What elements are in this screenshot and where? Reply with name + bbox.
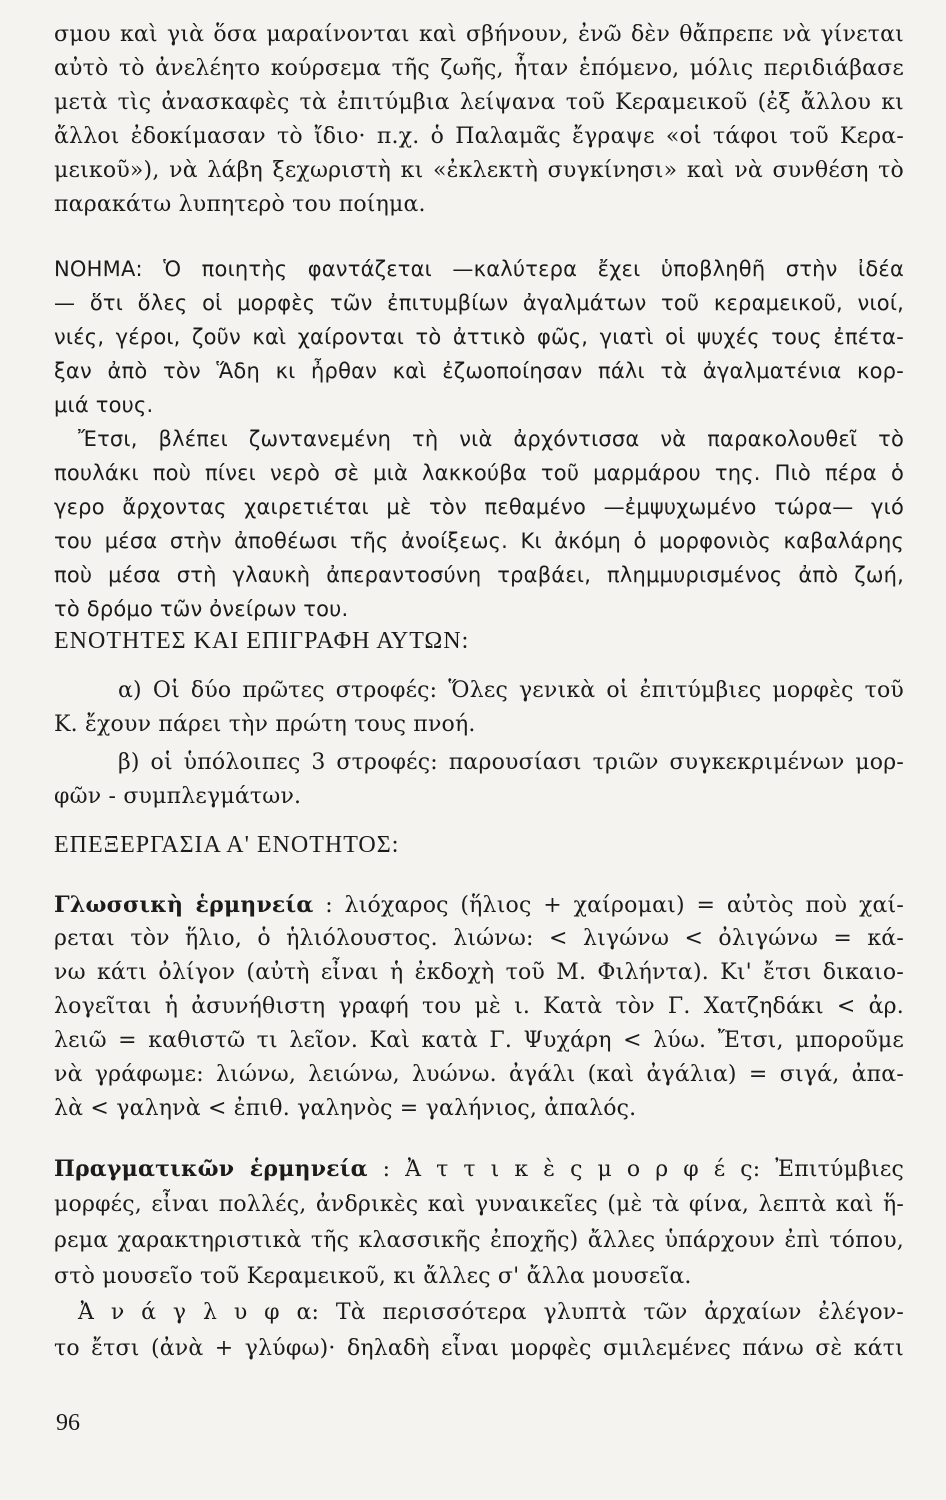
text-line: λειῶ = καθιστῶ τι λεῖον. Καὶ κατὰ Γ. Ψυχάρη < λύω. Ἔτσι, μποροῦμε [54,1028,904,1053]
text-line: ρεμα χαρακτηριστικὰ τῆς κλασσικῆς ἐποχῆς) ἄλλες ὑπάρχουν ἐπὶ τόπου, [54,1228,904,1253]
text-line: νὰ γράφωμε: λιώνω, λειώνω, λυώνω. ἀγάλι (καὶ ἀγάλια) = σιγά, ἀπα- [54,1062,904,1087]
text-line: μορφές, εἶναι πολλές, ἀνδρικὲς καὶ γυναικεῖες (μὲ τὰ φίνα, λεπτὰ καὶ ἥ- [54,1192,904,1217]
text-line: ρεται τὸν ἥλιο, ὁ ἡλιόλουστος. λιώνω: < λιγώνω < ὀλιγώνω = κά- [54,926,904,951]
glossiki-label: Γλωσσικὴ ἑρμηνεία [54,892,314,918]
text-line: του μέσα στὴν ἀποθέωσι τῆς ἀνοίξεως. Κι ἀκόμη ὁ μορφονιὸς καβαλάρης [54,529,904,553]
text-line: νω κάτι ὀλίγον (αὐτὴ εἶναι ἡ ἐκδοχὴ τοῦ Μ. Φιλήντα). Κι' ἔτσι δικαιο- [54,960,904,985]
page-number: 96 [56,1410,80,1436]
text-line [54,1154,904,1185]
text-line: Ἀ ν ά γ λ υ φ α: Τὰ περισσότερα γλυπτὰ τῶν ἀρχαίων ἐλέγον- [78,1300,904,1325]
section-heading: ΕΠΕΞΕΡΓΑΣΙΑ Α' ΕΝΟΤΗΤΟΣ: [54,832,400,858]
text-line: μετὰ τὶς ἀνασκαφὲς τὰ ἐπιτύμβια λείψανα τοῦ Κεραμεικοῦ (ἐξ ἄλλου κι [54,90,904,115]
text-line: λογεῖται ἡ ἀσυνήθιστη γραφή του μὲ ι. Κατὰ τὸν Γ. Χατζηδάκι < ἀρ. [54,994,904,1019]
text-line: λὰ < γαληνὰ < ἐπιθ. γαληνὸς = γαλήνιος, ἀπαλός. [54,1096,637,1121]
text-line: αὐτὸ τὸ ἀνελέητο κούρσεμα τῆς ζωῆς, ἦταν ἑπόμενο, μόλις περιδιάβασε [54,56,904,81]
text-line: ποὺ μέσα στὴ γλαυκὴ ἀπεραντοσύνη τραβάει, πλημμυρισμένος ἀπὸ ζωή, [54,563,904,587]
text-line [54,890,904,921]
text-line: α) Οἱ δύο πρῶτες στροφές: Ὅλες γενικὰ οἱ ἐπιτύμβιες μορφὲς τοῦ [118,678,904,703]
section-heading: ΕΝΟΤΗΤΕΣ ΚΑΙ ΕΠΙΓΡΑΦΗ ΑΥΤΩΝ: [54,628,470,654]
text-line: παρακάτω λυπητερὸ του ποίημα. [54,192,426,217]
text-line: σμου καὶ γιὰ ὅσα μαραίνονται καὶ σβήνουν, ἐνῶ δὲν θἄπρεπε νὰ γίνεται [54,22,904,47]
text-line: γερο ἄρχοντας χαιρετιέται μὲ τὸν πεθαμένο —ἐμψυχωμένο τώρα— γιό [54,495,904,519]
text-line: φῶν - συμπλεγμάτων. [54,784,302,809]
text-line: στὸ μουσεῖο τοῦ Κεραμεικοῦ, κι ἄλλες σ' ἄλλα μουσεῖα. [54,1264,692,1289]
text-line: — ὅτι ὅλες οἱ μορφὲς τῶν ἐπιτυμβίων ἀγαλμάτων τοῦ κεραμεικοῦ, νιοί, [54,291,904,315]
pragmatiki-label: Πραγματικῶν ἑρμηνεία [54,1156,368,1182]
text-line: ξαν ἀπὸ τὸν Ἅδη κι ἦρθαν καὶ ἐζωοποίησαν πάλι τὰ ἀγαλματένια κορ- [54,359,904,383]
glossiki-first-line: : λιόχαρος (ἥλιος + χαίρομαι) = αὐτὸς ποὺ χαί- [313,893,904,918]
text-line: νιές, γέροι, ζοῦν καὶ χαίρονται τὸ ἀττικὸ φῶς, γιατὶ οἱ ψυχές τους ἐπέτα- [54,325,904,349]
pragmatiki-first-line: : Ἀ τ τ ι κ ὲ ς μ ο ρ φ έ ς: Ἐπιτύμβιες [367,1157,904,1182]
text-line: β) οἱ ὑπόλοιπες 3 στροφές: παρουσίασι τριῶν συγκεκριμένων μορ- [118,750,904,775]
text-line: ἄλλοι ἐδοκίμασαν τὸ ἴδιο· π.χ. ὁ Παλαμᾶς ἔγραψε «οἱ τάφοι τοῦ Κερα- [54,124,904,149]
text-line: ΝΟΗΜΑ: Ὁ ποιητὴς φαντάζεται —καλύτερα ἔχει ὑποβληθῆ στὴν ἰδέα [54,257,904,281]
text-line: πουλάκι ποὺ πίνει νερὸ σὲ μιὰ λακκούβα τοῦ μαρμάρου της. Πιὸ πέρα ὁ [54,461,904,485]
text-line: Κ. ἔχουν πάρει τὴν πρώτη τους πνοή. [54,712,476,737]
text-line: μεικοῦ»), νὰ λάβη ξεχωριστὴ κι «ἐκλεκτὴ συγκίνησι» καὶ νὰ συνθέση τὸ [54,158,904,183]
text-line: το ἔτσι (ἀνὰ + γλύφω)· δηλαδὴ εἶναι μορφὲς σμιλεμένες πάνω σὲ κάτι [54,1336,904,1361]
text-line: μιά τους. [54,393,154,417]
text-line: τὸ δρόμο τῶν ὀνείρων του. [54,597,349,621]
text-line: Ἔτσι, βλέπει ζωντανεμένη τὴ νιὰ ἀρχόντισσα νὰ παρακολουθεῖ τὸ [78,427,904,451]
